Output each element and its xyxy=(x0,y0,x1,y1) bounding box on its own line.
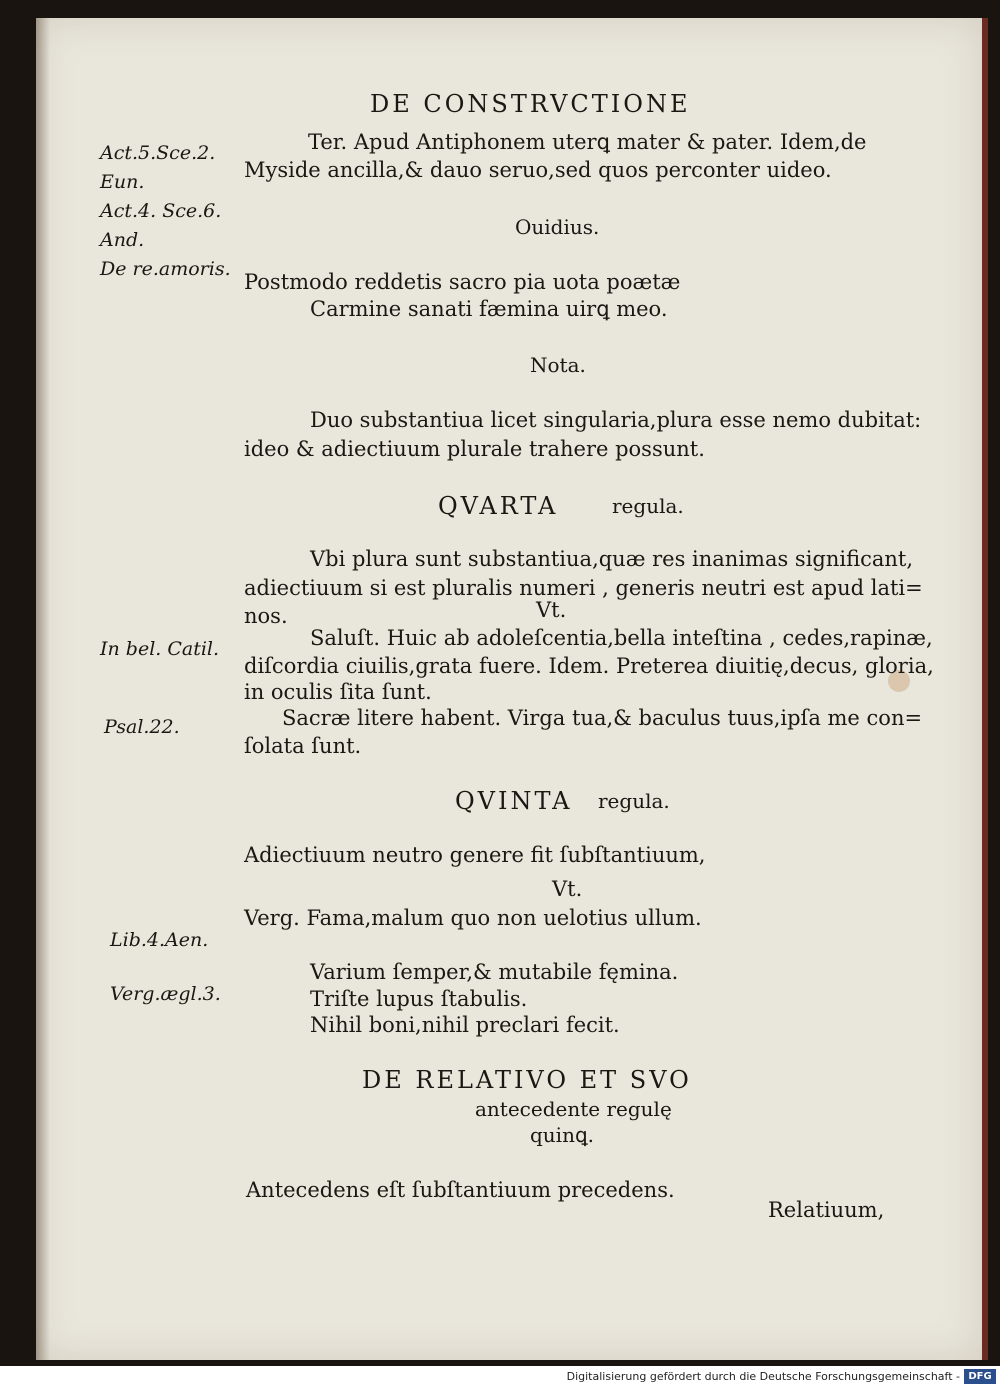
margin-note-dere: De re.amoris. xyxy=(100,258,231,280)
margin-note-eun: Eun. xyxy=(100,171,145,193)
section-subheading: quinꝗ. xyxy=(530,1123,595,1147)
verse-line: Carmine sanati fæmina uirꝗ meo. xyxy=(310,297,668,321)
footer-bar xyxy=(0,1366,1000,1389)
rule-heading-quinta-word: regula. xyxy=(598,789,670,813)
section-heading-relativo: DE RELATIVO ET SVO xyxy=(362,1066,692,1094)
section-title-ovidius: Ouidius. xyxy=(515,215,600,239)
verse-line: Nihil boni,nihil preclari fecit. xyxy=(310,1013,620,1037)
funding-notice: Digitalisierung gefördert durch die Deutsche Forschungsgemeinschaft - xyxy=(566,1370,960,1383)
text-line: Saluſt. Huic ab adoleſcentia,bella inteſtina , cedes,rapinæ, xyxy=(310,626,933,650)
text-line: Vbi plura sunt substantiua,quæ res inanimas significant, xyxy=(310,547,914,571)
text-line: ideo & adiectiuum plurale trahere possunt. xyxy=(244,437,705,461)
verse-line: Triſte lupus ſtabulis. xyxy=(310,987,528,1011)
margin-note-act5: Act.5.Sce.2. xyxy=(100,142,216,164)
text-line: adiectiuum si est pluralis numeri , generis neutri est apud lati= xyxy=(244,576,923,600)
section-subheading: antecedente regulę xyxy=(475,1097,672,1121)
margin-note-and: And. xyxy=(100,229,145,251)
text-line: Myside ancilla,& dauo seruo,sed quos perconter uideo. xyxy=(244,158,832,182)
verse-line: Postmodo reddetis sacro pia uota poætæ xyxy=(244,270,681,294)
text-line: Antecedens eſt ſubſtantiuum precedens. xyxy=(246,1178,675,1202)
margin-note-act4: Act.4. Sce.6. xyxy=(100,200,222,222)
text-line: Sacræ litere habent. Virga tua,& baculus tuus,ipſa me con= xyxy=(282,706,923,730)
margin-note-psal: Psal.22. xyxy=(104,716,180,738)
text-line: Adiectiuum neutro genere fit ſubſtantiuum, xyxy=(244,843,706,867)
text-line-vt: Vt. xyxy=(536,598,567,622)
text-line-vt: Vt. xyxy=(552,877,583,901)
running-head: DE CONSTRVCTIONE xyxy=(370,90,691,118)
catchword: Relatiuum, xyxy=(768,1198,885,1222)
margin-note-aen: Lib.4.Aen. xyxy=(110,929,209,951)
verse-line: Varium ſemper,& mutabile fęmina. xyxy=(310,960,679,984)
margin-note-catil: In bel. Catil. xyxy=(100,638,220,660)
text-line: Ter. Apud Antiphonem uterꝗ mater & pater. Idem,de xyxy=(308,130,867,154)
text-line: nos. xyxy=(244,604,288,628)
text-line: Duo substantiua licet singularia,plura esse nemo dubitat: xyxy=(310,408,922,432)
text-line: diſcordia ciuilis,grata fuere. Idem. Preterea diuitię,decus, gloria, xyxy=(244,654,934,678)
rule-heading-quinta: QVINTA xyxy=(455,787,573,815)
section-title-nota: Nota. xyxy=(530,353,586,377)
rule-heading-quarta: QVARTA xyxy=(438,492,559,520)
page-gutter xyxy=(36,18,50,1360)
text-line: Verg. Fama,malum quo non uelotius ullum. xyxy=(244,906,702,930)
margin-note-verg: Verg.ægl.3. xyxy=(110,983,221,1005)
text-line: ſolata ſunt. xyxy=(244,734,362,758)
text-line: in oculis ſita ſunt. xyxy=(244,680,432,704)
rule-heading-quarta-word: regula. xyxy=(612,494,684,518)
dfg-logo: DFG xyxy=(964,1369,996,1384)
